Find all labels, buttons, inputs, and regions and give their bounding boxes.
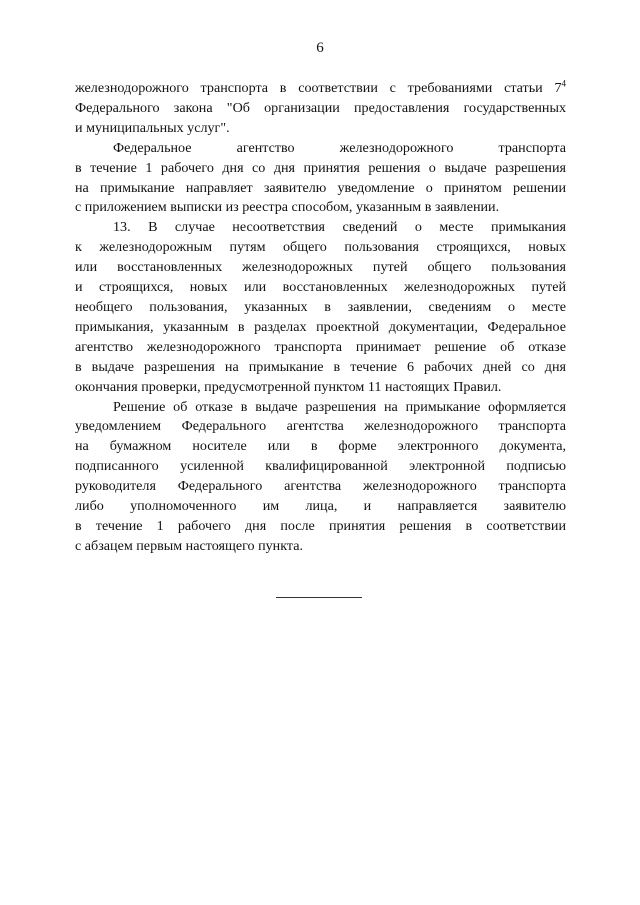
page-number: 6 [316,40,324,56]
text-line: на бумажном носителе или в форме электронного документа, [75,438,566,455]
text-line: и муниципальных услуг". [75,119,230,136]
superscript-index: 4 [561,78,566,89]
paragraph-agency-notice [75,139,566,219]
text-line: уведомлением Федерального агентства железнодорожного транспорта [75,418,566,435]
text-line: Федерального закона "Об организации предоставления государственных [75,99,566,116]
text-line: окончания проверки, предусмотренной пунктом 11 настоящих Правил. [75,378,502,395]
text-line: железнодорожного транспорта в соответствии с требованиями статьи $7^4$ [75,78,566,96]
paragraph-item-13 [75,218,566,397]
text-line: в течение 1 рабочего дня после принятия решения в соответствии [75,517,566,534]
text-line: 13. В случае несоответствия сведений о месте примыкания [113,219,566,236]
end-of-document-rule [276,597,362,598]
text-line: в течение 1 рабочего дня со дня принятия решения о выдаче разрешения [75,159,566,176]
text-line: либо уполномоченного им лица, и направляется заявителю [75,498,566,515]
paragraph-refusal-decision [75,398,566,557]
text-line: на примыкание направляет заявителю уведомление о принятом решении [75,179,566,196]
text-line: руководителя Федерального агентства железнодорожного транспорта [75,478,566,495]
text-line: с абзацем первым настоящего пункта. [75,537,303,554]
text-line: и строящихся, новых или восстановленных железнодорожных путей [75,279,566,296]
text-line: подписанного усиленной квалифицированной электронной подписью [75,458,566,475]
text-line: в выдаче разрешения на примыкание в течение 6 рабочих дней со дня [75,358,566,375]
text-line: Решение об отказе в выдаче разрешения на примыкание оформляется [113,398,566,415]
document-body [75,79,566,557]
text-line: к железнодорожным путям общего пользования строящихся, новых [75,239,566,256]
paragraph-continuation [75,79,566,139]
text-line: Федеральное агентство железнодорожного транспорта [113,139,566,156]
text-line: или восстановленных железнодорожных путей общего пользования [75,259,566,276]
text-line: агентство железнодорожного транспорта принимает решение об отказе [75,338,566,355]
text-line: с приложением выписки из реестра способом, указанным в заявлении. [75,199,500,216]
text-line: необщего пользования, указанных в заявлении, сведениям о месте [75,298,566,315]
text-line: примыкания, указанным в разделах проектной документации, Федеральное [75,318,566,335]
